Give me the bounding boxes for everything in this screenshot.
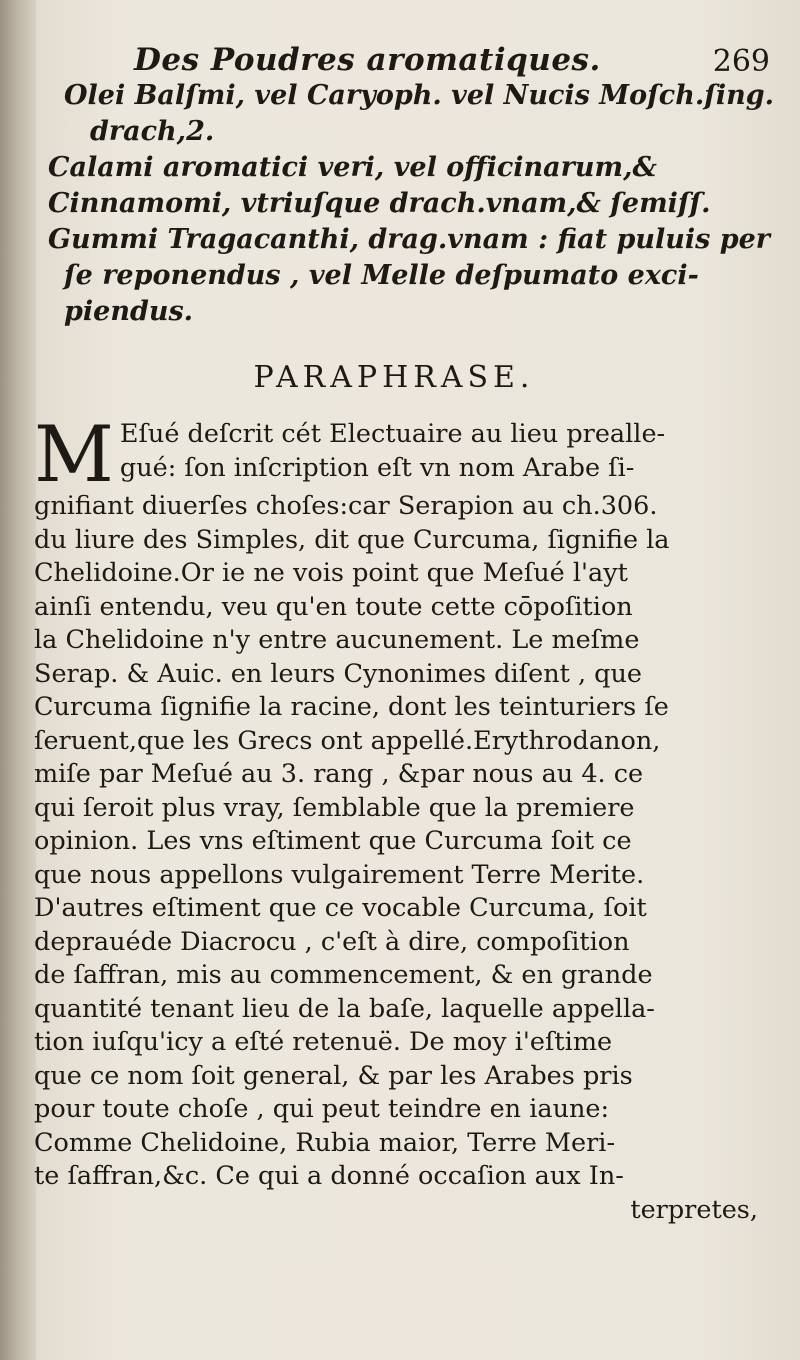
body-line: que ce nom ſoit general, & par les Arabes pris	[34, 1060, 633, 1091]
section-heading: PARAPHRASE.	[253, 360, 535, 395]
body-line: ſeruent,que les Grecs ont appellé.Erythrodanon,	[34, 725, 661, 756]
recipe-line: Gummi Tragacanthi, drag.vnam : fiat puluis per	[48, 224, 770, 255]
body-text	[34, 410, 774, 1227]
body-line: Curcuma ſignifie la racine, dont les teinturiers ſe	[34, 692, 669, 722]
page-gutter	[0, 0, 36, 1360]
body-line: tion iuſqu'icy a eſté retenuë. De moy i'eſtime	[34, 1027, 613, 1057]
body-line: quantité tenant lieu de la baſe, laquelle appella-	[34, 993, 655, 1024]
recipe-line: Cinnamomi, vtriuſque drach.vnam,& ſemiſſ.	[48, 188, 711, 219]
body-line: D'autres eſtiment que ce vocable Curcuma, ſoit	[34, 893, 647, 923]
body-line: gnifiant diuerſes choſes:car Serapion au ch.306.	[34, 491, 658, 521]
body-line: qui ſeroit plus vray, ſemblable que la premiere	[34, 792, 635, 823]
body-line: gué: ſon inſcription eſt vn nom Arabe ſi-	[119, 452, 635, 483]
running-title: Des Poudres aromatiques.	[134, 42, 601, 78]
body-line: Eſué deſcrit cét Electuaire au lieu prealle-	[119, 419, 666, 449]
body-line: deprauéde Diacrocu , c'eſt à dire, compoſition	[34, 926, 630, 957]
body-line: que nous appellons vulgairement Terre Merite.	[34, 859, 645, 890]
body-line: du liure des Simples, dit que Curcuma, ſignifie la	[34, 524, 670, 555]
body-line: ainſi entendu, veu qu'en toute cette cōpoſition	[34, 591, 633, 622]
recipe-line: Olei Balſmi, vel Caryoph. vel Nucis Moſch.ſing.	[64, 80, 775, 111]
body-line: Comme Chelidoine, Rubia maior, Terre Meri-	[34, 1127, 616, 1158]
body-line: opinion. Les vns eſtiment que Curcuma ſoit ce	[34, 826, 632, 856]
body-line: Chelidoine.Or ie ne vois point que Meſué l'ayt	[34, 558, 628, 588]
recipe-line: drach,2.	[90, 116, 215, 147]
recipe-line: Calami aromatici veri, vel officinarum,&	[48, 152, 657, 183]
body-line: te ſaffran,&c. Ce qui a donné occaſion aux In-	[34, 1161, 624, 1191]
body-line: Serap. & Auic. en leurs Cynonimes diſent , que	[34, 658, 643, 689]
recipe-block	[34, 78, 775, 330]
body-line: pour toute choſe , qui peut teindre en iaune:	[34, 1094, 610, 1124]
recipe-line: ſe reponendus , vel Melle deſpumato exci-	[64, 260, 699, 291]
drop-cap: M	[34, 410, 114, 500]
body-line: miſe par Meſué au 3. rang , &par nous au 4. ce	[34, 759, 644, 789]
body-line: la Chelidoine n'y entre aucunement. Le meſme	[34, 625, 640, 655]
body-line: de ſaffran, mis au commencement, & en grande	[34, 960, 653, 990]
recipe-line: piendus.	[64, 296, 194, 327]
running-header	[34, 42, 774, 82]
page-number: 269	[712, 44, 770, 79]
catchword: terpretes,	[630, 1194, 758, 1225]
